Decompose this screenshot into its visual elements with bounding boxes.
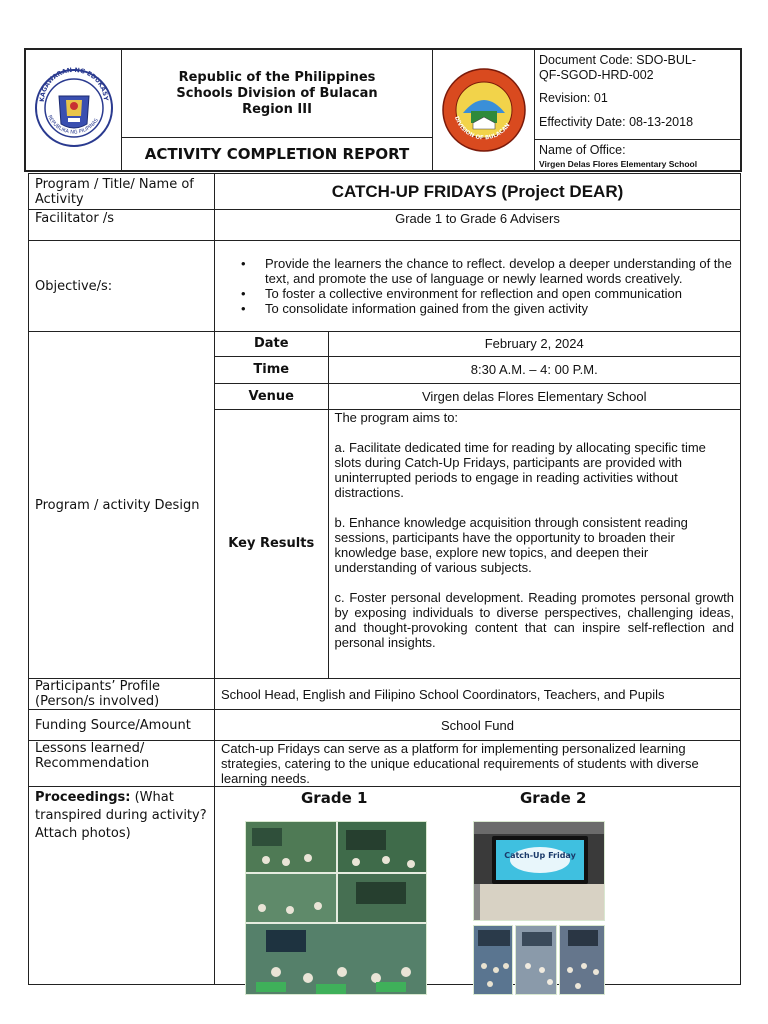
office-name: Virgen Delas Flores Elementary School (539, 159, 698, 169)
funding-row (29, 710, 741, 741)
design-label: Program / activity Design (29, 332, 215, 679)
venue-row (215, 383, 740, 409)
grade2-label: Grade 2 (520, 789, 587, 807)
doc-code-cont: QF-SGOD-HRD-002 (539, 68, 654, 82)
proceedings-row (29, 787, 741, 985)
grade2-photo-3 (559, 925, 605, 995)
document-meta (535, 50, 740, 170)
design-table (215, 332, 740, 678)
effectivity-date: Effectivity Date: 08-13-2018 (539, 115, 694, 129)
division-seal-logo (441, 67, 527, 153)
report-title: ACTIVITY COMPLETION REPORT (122, 138, 433, 170)
proceedings-label (29, 787, 215, 985)
proceedings-label-bold: Proceedings: (35, 790, 131, 805)
doc-code: Document Code: SDO-BUL- (539, 53, 697, 67)
org-line-1: Republic of the Philippines (178, 69, 376, 85)
key-result-b: b. Enhance knowledge acquisition through consistent reading sessions, participants have the opportunity to broaden their knowledge base, explore new topics, and deepen their understanding of various subjects. (334, 514, 688, 575)
activity-table (28, 173, 741, 985)
grade2-photo-1 (473, 925, 513, 995)
date-row (215, 332, 740, 356)
org-line-2: Schools Division of Bulacan (176, 85, 378, 101)
revision: Revision: 01 (539, 91, 608, 105)
participants-row (29, 679, 741, 710)
grade1-label: Grade 1 (301, 789, 368, 807)
grade2-photo-2 (515, 925, 557, 995)
time-row (215, 356, 740, 383)
funding-label: Funding Source/Amount (29, 710, 215, 741)
program-row (29, 174, 741, 210)
meta-divider (535, 139, 740, 140)
facilitator-label: Facilitator /s (29, 210, 215, 241)
deped-logo-bottom-text: REPUBLIKA NG PILIPINAS (46, 114, 100, 136)
key-results-cell (328, 409, 740, 678)
venue-value: Virgen delas Flores Elementary School (328, 383, 740, 409)
grade1-photos (246, 822, 427, 995)
facilitator-value: Grade 1 to Grade 6 Advisers (215, 210, 741, 241)
date-value: February 2, 2024 (328, 332, 740, 356)
grade2-screen-photo (474, 822, 605, 921)
design-row (29, 332, 741, 679)
org-line-3: Region III (242, 101, 312, 117)
objective-item: • To foster a collective environment for reflection and open communication (241, 286, 740, 301)
screen-text: Catch-Up Friday (504, 851, 576, 860)
proceedings-label-rest: (What transpired during activity? Attach photos) (35, 790, 207, 841)
objectives-row (29, 241, 741, 332)
deped-logo-cell (26, 50, 122, 170)
key-result-c: c. Foster personal development. Reading promotes personal growth by exposing individuals to diverse perspectives, challenging ideas, and thought-provoking content that can inspire self-reflection and personal insights. (334, 589, 734, 650)
objectives-label: Objective/s: (29, 241, 215, 332)
key-results-label: Key Results (215, 409, 328, 678)
objective-item: • To consolidate information gained from the given activity (241, 301, 740, 316)
proceedings-photos (215, 787, 741, 985)
facilitator-row (29, 210, 741, 241)
lessons-value: Catch-up Fridays can serve as a platform for implementing personalized learning strategies, catering to the unique educational requirements of students with diverse learning needs. (215, 741, 741, 787)
design-cell (215, 332, 741, 679)
key-result-a: a. Facilitate dedicated time for reading by allocating specific time slots during Catch-Up Fridays, participants are provided with uninterrupted periods to engage in reading activities without distractions. (334, 439, 706, 500)
document-header (24, 48, 742, 172)
date-label: Date (215, 332, 328, 356)
grade2-photo-2-image (516, 926, 557, 995)
key-results-row (215, 409, 740, 678)
grade2-main-photo (473, 821, 605, 921)
division-seal-text: DIVISION OF BULACAN (452, 115, 511, 142)
header-title-block (122, 50, 433, 138)
key-results-intro: The program aims to: (334, 409, 459, 425)
objective-item: • Provide the learners the chance to reflect. develop a deeper understanding of the text, and promote the use of language or newly learned words creatively. (241, 256, 740, 286)
grade1-photo-collage (245, 821, 427, 995)
participants-label: Participants’ Profile (Person/s involved) (29, 679, 215, 710)
deped-logo-text: KAGAWARAN NG EDUKASY (38, 66, 110, 103)
grade2-photo-1-image (474, 926, 513, 995)
time-label: Time (215, 356, 328, 383)
objectives-list (215, 256, 740, 316)
time-value: 8:30 A.M. – 4: 00 P.M. (328, 356, 740, 383)
division-seal-cell (433, 50, 535, 170)
objectives-cell (215, 241, 741, 332)
lessons-row (29, 741, 741, 787)
program-value: CATCH-UP FRIDAYS (Project DEAR) (215, 174, 741, 210)
funding-value: School Fund (215, 710, 741, 741)
participants-value: School Head, English and Filipino School Coordinators, Teachers, and Pupils (215, 679, 741, 710)
program-label: Program / Title/ Name of Activity (29, 174, 215, 210)
grade2-photo-3-image (560, 926, 605, 995)
deped-seal-logo (26, 50, 122, 170)
office-label: Name of Office: (539, 143, 626, 157)
lessons-label: Lessons learned/ Recommendation (29, 741, 215, 787)
venue-label: Venue (215, 383, 328, 409)
